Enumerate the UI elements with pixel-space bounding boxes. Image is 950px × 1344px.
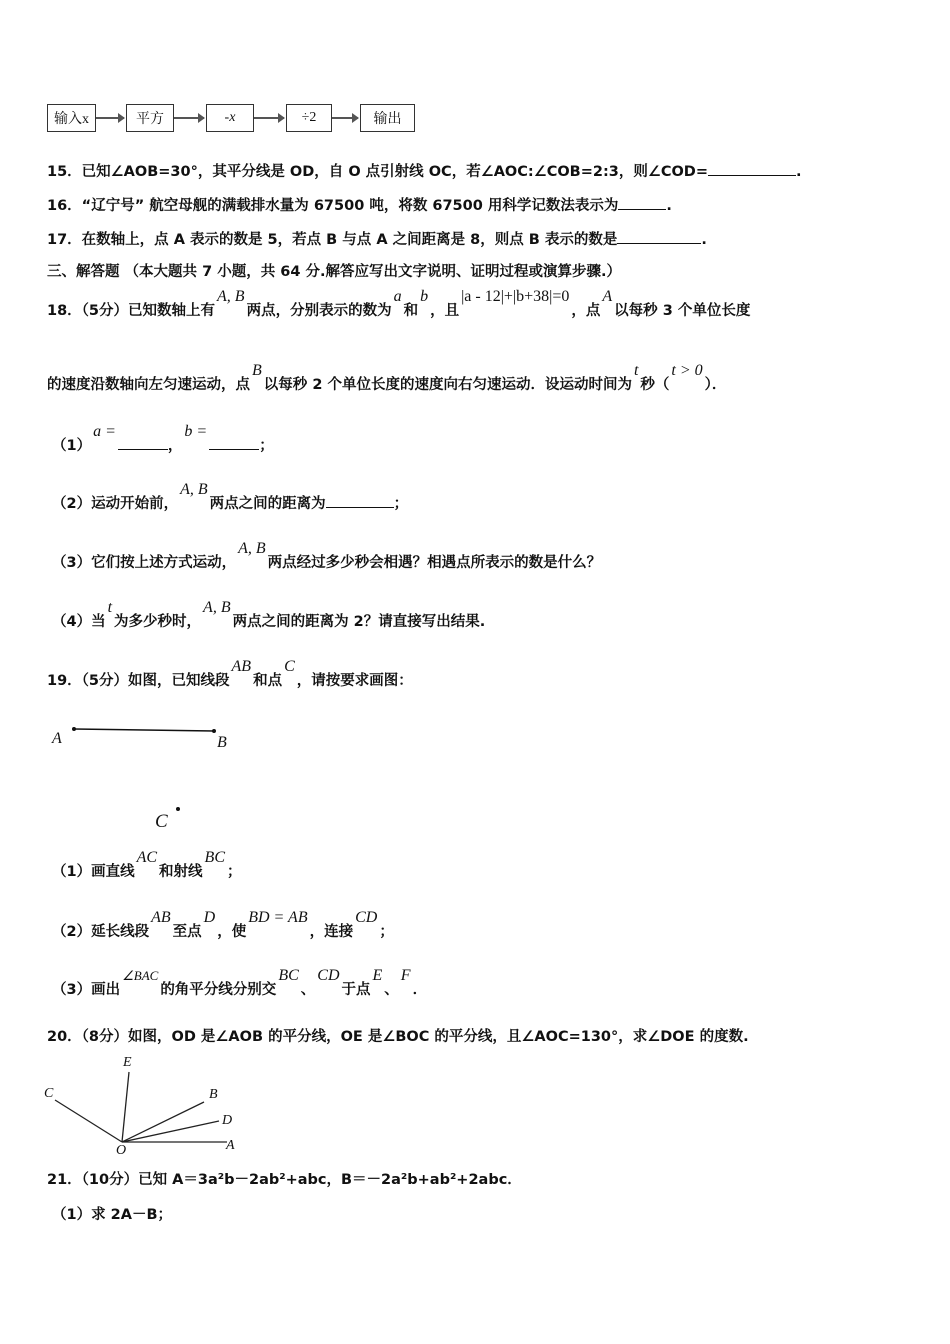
text-fragment: CD <box>355 909 378 926</box>
answer-blank <box>618 195 666 210</box>
text-fragment: 的角平分线分别交 <box>160 982 277 998</box>
q19-part3 <box>52 967 428 1000</box>
text-fragment: 18．（5分）已知数轴上有 <box>47 303 216 319</box>
answer-blank <box>118 435 168 450</box>
text-fragment: |a - 12|+|b+38|=0 <box>461 288 570 305</box>
question-18-line2 <box>47 362 727 395</box>
text-fragment: （2）延长线段 <box>52 924 150 940</box>
point-a-label: A <box>52 730 62 747</box>
question-17: 17．在数轴上，点 A 表示的数是 5，若点 B 与点 A 之间距离是 8，则点 B 表示的数是 . <box>47 229 707 250</box>
q19-part1 <box>52 849 242 882</box>
question-21: 21．（10分）已知 A＝3a²b－2ab²+abc，B＝－2a²b+ab²+2abc． <box>47 1172 522 1188</box>
text-fragment: 和点 <box>253 673 283 689</box>
text-fragment: （1） <box>52 438 92 454</box>
segment-ab-figure <box>40 715 260 835</box>
text-fragment: ，连接 <box>309 924 354 940</box>
text-fragment: A, B <box>217 288 245 305</box>
text-fragment: ）． <box>704 377 727 393</box>
text-fragment: A, B <box>238 540 266 557</box>
text-fragment: ，且 <box>430 303 460 319</box>
text-fragment: 两点之间的距离为 <box>209 496 326 512</box>
text-fragment: ，点 <box>571 303 601 319</box>
point-c-label: C <box>155 811 168 832</box>
text-fragment: a <box>393 288 402 305</box>
question-19 <box>47 658 413 691</box>
q15-text: 15．已知∠AOB=30°，其平分线是 OD，自 O 点引射线 OC，若∠AOC:∠COB=2:3，则∠COD= <box>47 164 708 180</box>
text-fragment: 、 <box>384 982 399 998</box>
q16-text: 16．“辽宁号” 航空母舰的满载排水量为 67500 吨，将数 67500 用科学记数法表示为 <box>47 198 619 214</box>
question-18 <box>47 288 751 321</box>
text-fragment: 于点 <box>341 982 371 998</box>
label-e: E <box>123 1055 132 1070</box>
answer-blank <box>209 435 259 450</box>
text-fragment: 以每秒 3 个单位长度 <box>614 303 751 319</box>
text-fragment: a = <box>93 423 116 440</box>
q18-part2 <box>52 481 409 514</box>
text-fragment: AC <box>136 849 158 866</box>
section-heading: 三、解答题 （本大题共 7 小题，共 64 分.解答应写出文字说明、证明过程或演算步骤.） <box>47 264 622 280</box>
text-fragment: ； <box>393 496 409 512</box>
text-fragment: t <box>107 599 113 616</box>
question-16: 16．“辽宁号” 航空母舰的满载排水量为 67500 吨，将数 67500 用科学记数法表示为 . <box>47 195 672 216</box>
point-b-label: B <box>217 734 227 751</box>
flow-box-input: 输入x <box>47 104 96 132</box>
text-fragment: （4）当 <box>52 614 106 630</box>
text-fragment: t > 0 <box>671 362 703 379</box>
text-fragment: ，请按要求画图： <box>296 673 413 689</box>
q17-text: 17．在数轴上，点 A 表示的数是 5，若点 B 与点 A 之间距离是 8，则点 B 表示的数是 <box>47 232 618 248</box>
text-fragment: （1）画直线 <box>52 864 135 880</box>
answer-blank <box>617 229 701 244</box>
q18-part1 <box>52 423 274 456</box>
label-a: A <box>226 1138 235 1153</box>
text-fragment: 至点 <box>172 924 202 940</box>
text-fragment: B <box>252 362 262 379</box>
text-fragment: 秒（ <box>640 377 670 393</box>
flow-arrow <box>174 117 204 119</box>
label-d: D <box>222 1113 233 1128</box>
text-fragment: 19．（5分）如图，已知线段 <box>47 673 230 689</box>
flow-box-minus-x: -x <box>206 104 254 132</box>
q21-part1: （1）求 2A－B； <box>52 1207 172 1223</box>
text-fragment: （2）运动开始前， <box>52 496 179 512</box>
text-fragment: （3）画出 <box>52 982 121 998</box>
question-20: 20．（8分）如图，OD 是∠AOB 的平分线，OE 是∠BOC 的平分线，且∠AOC=130°，求∠DOE 的度数. <box>47 1029 749 1045</box>
flow-box-divide: ÷2 <box>286 104 332 132</box>
question-15: 15．已知∠AOB=30°，其平分线是 OD，自 O 点引射线 OC，若∠AOC:∠COB=2:3，则∠COD= . <box>47 161 802 182</box>
flow-box-output: 输出 <box>360 104 415 132</box>
q18-part3 <box>52 540 602 573</box>
q18-part4 <box>52 599 486 632</box>
text-fragment: 以每秒 2 个单位长度的速度向右匀速运动．设运动时间为 <box>263 377 632 393</box>
label-c: C <box>44 1086 54 1101</box>
text-fragment: F <box>400 967 411 984</box>
text-fragment: A, B <box>203 599 231 616</box>
text-fragment: b <box>420 288 429 305</box>
flow-arrow <box>254 117 284 119</box>
text-fragment: b = <box>184 423 208 440</box>
text-fragment: ， <box>167 438 183 454</box>
text-fragment: BC <box>278 967 299 984</box>
text-fragment: A <box>602 288 613 305</box>
text-fragment: ∠BAC <box>122 968 159 983</box>
text-fragment: BD = AB <box>248 909 308 926</box>
text-fragment: 为多少秒时， <box>114 614 202 630</box>
text-fragment: 和 <box>403 303 419 319</box>
text-fragment: AB <box>151 909 171 926</box>
text-fragment: 、 <box>300 982 316 998</box>
label-b: B <box>209 1087 218 1102</box>
flow-arrow <box>332 117 358 119</box>
flow-arrow <box>96 117 124 119</box>
text-fragment: D <box>203 909 216 926</box>
text-fragment: ． <box>412 982 428 998</box>
answer-blank <box>708 161 796 176</box>
answer-blank <box>326 493 394 508</box>
text-fragment: E <box>372 967 383 984</box>
text-fragment: BC <box>204 849 225 866</box>
text-fragment: t <box>633 362 639 379</box>
text-fragment: ； <box>379 924 394 940</box>
text-fragment: （3）它们按上述方式运动， <box>52 555 237 571</box>
flow-box-square: 平方 <box>126 104 174 132</box>
text-fragment: ； <box>259 438 274 454</box>
text-fragment: 两点经过多少秒会相遇？相遇点所表示的数是什么？ <box>267 555 602 571</box>
text-fragment: C <box>284 658 295 675</box>
text-fragment: 的速度沿数轴向左匀速运动，点 <box>47 377 250 393</box>
text-fragment: AB <box>231 658 252 675</box>
label-o: O <box>116 1143 127 1158</box>
text-fragment: ，使 <box>217 924 247 940</box>
text-fragment: 两点之间的距离为 2？请直接写出结果. <box>232 614 486 630</box>
text-fragment: ； <box>227 864 242 880</box>
text-fragment: 两点，分别表示的数为 <box>246 303 392 319</box>
q19-part2 <box>52 909 394 942</box>
text-fragment: A, B <box>180 481 208 498</box>
text-fragment: 和射线 <box>159 864 203 880</box>
text-fragment: CD <box>317 967 340 984</box>
